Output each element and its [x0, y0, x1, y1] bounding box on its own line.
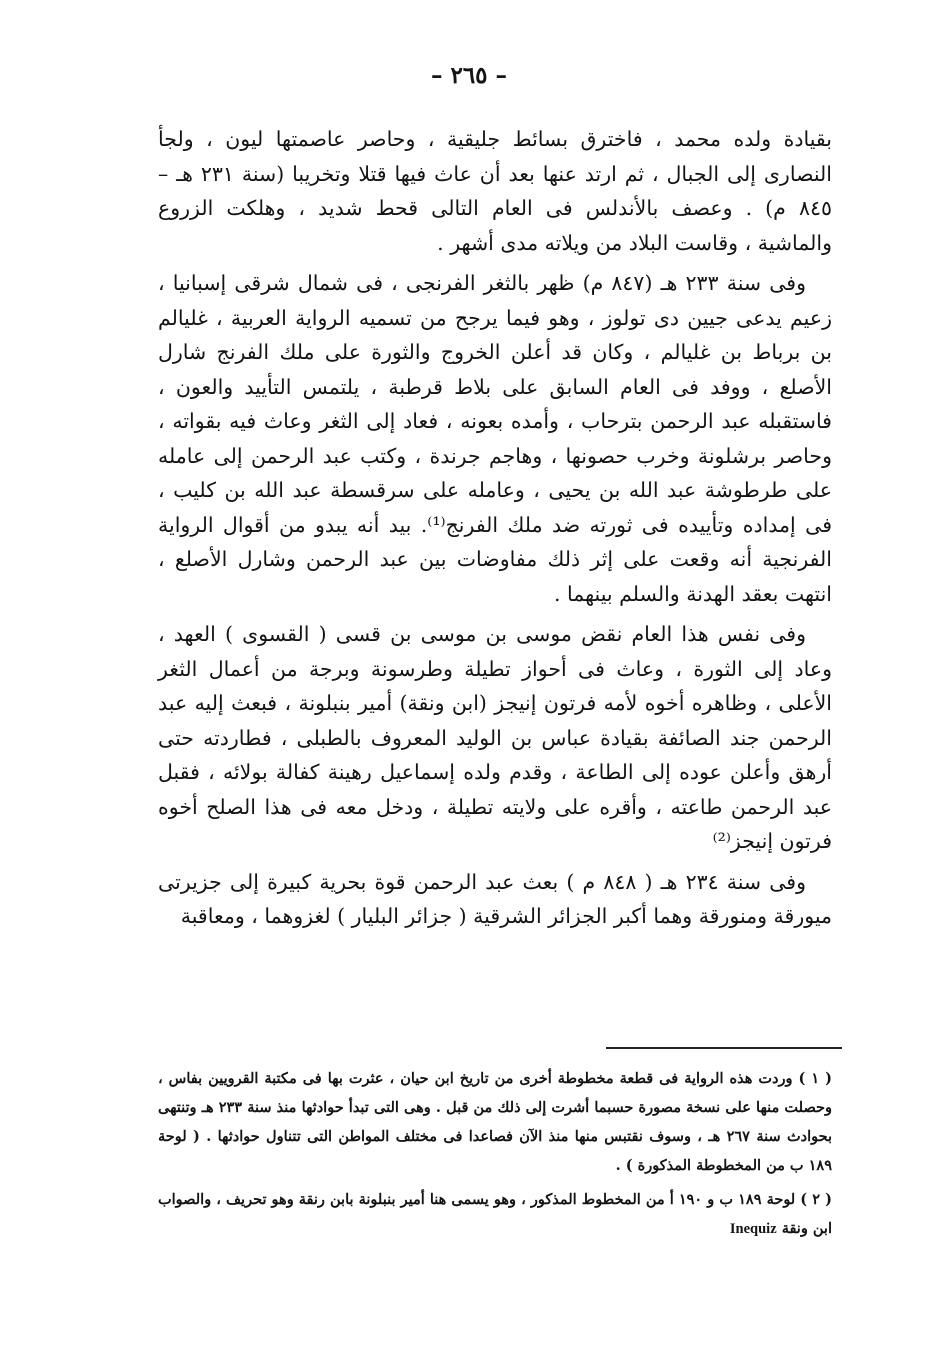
paragraph-2: وفى سنة ٢٣٣ هـ (٨٤٧ م) ظهر بالثغر الفرنجى ، فى شمال شرقى إسبانيا ، زعيم يدعى جيين دى تولوز ، وهو فيما يرجح من تسميه الرواية العربية ، غليالم بن برباط بن غليالم ، وكان قد أعلن الخروج والثورة على ملك الفرنج شارل الأصلع ، ووفد فى العام السابق على بلاط قرطبة ، يلتمس التأييد والعون ، فاستقبله عبد الرحمن بترحاب ، وأمده بعونه ، فعاد إلى الثغر وعاث فيه بقواته ، وحاصر برشلونة وخرب حصونها ، وهاجم جرندة ، وكتب عبد الرحمن إلى عامله على طرطوشة عبد الله بن يحيى ، وعامله على سرقسطة عبد الله بن كليب ، فى إمداده وتأييده فى ثورته ضد ملك الفرنج⁽¹⁾. بيد أنه يبدو من أقوال الرواية الفرنجية أنه وقعت على إثر ذلك مفاوضات بين عبد الرحمن وشارل الأصلع ، انتهت بعقد الهدنة والسلم بينهما . — [158, 271, 832, 606]
footnote-1: ( ١ ) وردت هذه الرواية فى قطعة مخطوطة أخرى من تاريخ ابن حيان ، عثرت بها فى مكتبة القرويين بفاس ، وحصلت منها على نسخة مصورة حسبما أشرت إلى ذلك من قبل . وهى التى تبدأ حوادثها منذ سنة ٢٣٣ هـ وتنتهى بحوادث سنة ٢٦٧ هـ ، وسوف نقتبس منها منذ الآن فصاعدا فى مختلف المواطن التى تتناول حوادثها . ( لوحة ١٨٩ ب من المخطوطة المذكورة ) . — [158, 1070, 832, 1174]
page-number: – ٢٦٥ – — [430, 62, 508, 89]
paragraph-1: بقيادة ولده محمد ، فاخترق بسائط جليقية ، وحاصر عاصمتها ليون ، ولجأ النصارى إلى الجبال ، ثم ارتد عنها بعد أن عاث فيها قتلا وتخريبا (سنة ٢٣١ هـ – ٨٤٥ م) . وعصف بالأندلس فى العام التالى قحط شديد ، وهلكت الزروع والماشية ، وقاست البلاد من ويلاته مدى أشهر . — [158, 127, 832, 255]
footnote-2-text: ( ٢ ) لوحة ١٨٩ ب و ١٩٠ أ من المخطوط المذكور ، وهو يسمى هنا أمير بنبلونة بابن رنقة وهو تحريف ، والصواب ابن ونقة — [158, 1191, 833, 1237]
footnote-2 — [158, 1185, 832, 1244]
paragraph-4: وفى سنة ٢٣٤ هـ ( ٨٤٨ م ) بعث عبد الرحمن قوة بحرية كبيرة إلى جزيرتى ميورقة ومنورقة وهما أكبر الجزائر الشرقية ( جزائر البليار ) لغزوهما ، ومعاقبة — [158, 869, 832, 928]
footnote-divider — [606, 1047, 842, 1049]
footnote-2-latin-term: Inequiz — [729, 1221, 777, 1237]
main-text — [158, 122, 832, 940]
footnotes — [158, 1064, 832, 1249]
paragraph-3: وفى نفس هذا العام نقض موسى بن موسى بن قسى ( القسوى ) العهد ، وعاد إلى الثورة ، وعاث فى أحواز تطيلة وطرسونة وبرجة من أعمال الثغر الأعلى ، وظاهره أخوه لأمه فرتون إنيجز (ابن ونقة) أمير بنبلونة ، فبعث إليه عبد الرحمن جند الصائفة بقيادة عباس بن الوليد المعروف بالطبلى ، فطاردته حتى أرهق وأعلن عوده إلى الطاعة ، وقدم ولده إسماعيل رهينة كفالة بولائه ، فقبل عبد الرحمن طاعته ، وأقره على ولايته تطيلة ، ودخل معه فى هذا الصلح أخوه فرتون إنيجز⁽²⁾ — [158, 622, 832, 853]
